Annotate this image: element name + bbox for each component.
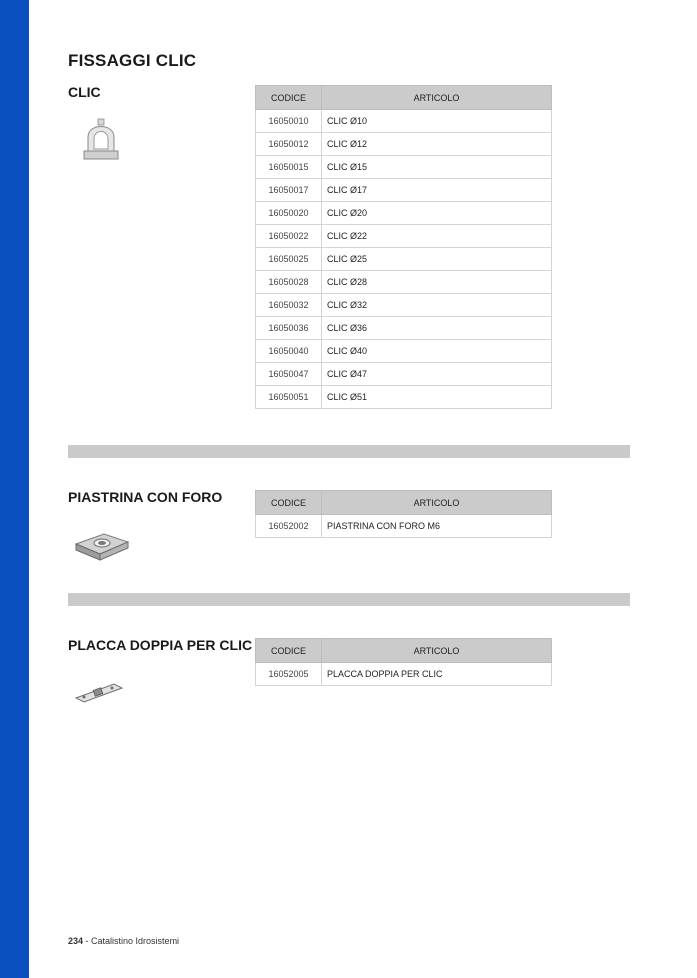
code-cell: 16050040 bbox=[256, 340, 322, 363]
side-accent-bar bbox=[0, 0, 29, 978]
plate-with-hole-image bbox=[74, 528, 130, 562]
article-cell: CLIC Ø36 bbox=[322, 317, 552, 340]
table-row bbox=[256, 294, 552, 317]
article-cell: CLIC Ø22 bbox=[322, 225, 552, 248]
table-row bbox=[256, 271, 552, 294]
code-cell: 16050032 bbox=[256, 294, 322, 317]
code-cell: 16050010 bbox=[256, 110, 322, 133]
header-code: CODICE bbox=[256, 639, 322, 663]
article-cell: CLIC Ø47 bbox=[322, 363, 552, 386]
header-code: CODICE bbox=[256, 86, 322, 110]
article-cell: CLIC Ø12 bbox=[322, 133, 552, 156]
table-row bbox=[256, 133, 552, 156]
section-divider bbox=[68, 445, 630, 458]
article-cell: PLACCA DOPPIA PER CLIC bbox=[322, 663, 552, 686]
table-row bbox=[256, 317, 552, 340]
placca-table bbox=[255, 638, 552, 686]
table-row bbox=[256, 386, 552, 409]
code-cell: 16050047 bbox=[256, 363, 322, 386]
code-cell: 16050020 bbox=[256, 202, 322, 225]
footer-text: - Catalistino Idrosistemi bbox=[83, 936, 180, 946]
code-cell: 16050028 bbox=[256, 271, 322, 294]
header-article: ARTICOLO bbox=[322, 639, 552, 663]
article-cell: CLIC Ø51 bbox=[322, 386, 552, 409]
table-header-row bbox=[256, 491, 552, 515]
header-article: ARTICOLO bbox=[322, 491, 552, 515]
table-row bbox=[256, 202, 552, 225]
table-row bbox=[256, 663, 552, 686]
double-plate-image bbox=[74, 680, 124, 704]
table-row bbox=[256, 248, 552, 271]
clic-table bbox=[255, 85, 552, 409]
code-cell: 16050017 bbox=[256, 179, 322, 202]
code-cell: 16050025 bbox=[256, 248, 322, 271]
table-row bbox=[256, 179, 552, 202]
table-row bbox=[256, 225, 552, 248]
table-header-row bbox=[256, 86, 552, 110]
code-cell: 16050022 bbox=[256, 225, 322, 248]
code-cell: 16050015 bbox=[256, 156, 322, 179]
table-row bbox=[256, 156, 552, 179]
piastrina-table bbox=[255, 490, 552, 538]
article-cell: PIASTRINA CON FORO M6 bbox=[322, 515, 552, 538]
section-title-piastrina: PIASTRINA CON FORO bbox=[68, 489, 223, 505]
header-code: CODICE bbox=[256, 491, 322, 515]
code-cell: 16052005 bbox=[256, 663, 322, 686]
code-cell: 16050051 bbox=[256, 386, 322, 409]
article-cell: CLIC Ø15 bbox=[322, 156, 552, 179]
table-row bbox=[256, 363, 552, 386]
article-cell: CLIC Ø25 bbox=[322, 248, 552, 271]
article-cell: CLIC Ø10 bbox=[322, 110, 552, 133]
table-header-row bbox=[256, 639, 552, 663]
table-row bbox=[256, 110, 552, 133]
article-cell: CLIC Ø20 bbox=[322, 202, 552, 225]
code-cell: 16050036 bbox=[256, 317, 322, 340]
table-row bbox=[256, 515, 552, 538]
page-footer bbox=[68, 936, 179, 946]
clic-fastener-image bbox=[80, 115, 122, 165]
section-divider bbox=[68, 593, 630, 606]
table-row bbox=[256, 340, 552, 363]
section-title-placca: PLACCA DOPPIA PER CLIC bbox=[68, 637, 253, 653]
section-title-clic: CLIC bbox=[68, 84, 101, 100]
article-cell: CLIC Ø40 bbox=[322, 340, 552, 363]
article-cell: CLIC Ø28 bbox=[322, 271, 552, 294]
article-cell: CLIC Ø17 bbox=[322, 179, 552, 202]
code-cell: 16052002 bbox=[256, 515, 322, 538]
page-title: FISSAGGI CLIC bbox=[68, 51, 197, 70]
page-number: 234 bbox=[68, 936, 84, 946]
article-cell: CLIC Ø32 bbox=[322, 294, 552, 317]
code-cell: 16050012 bbox=[256, 133, 322, 156]
header-article: ARTICOLO bbox=[322, 86, 552, 110]
